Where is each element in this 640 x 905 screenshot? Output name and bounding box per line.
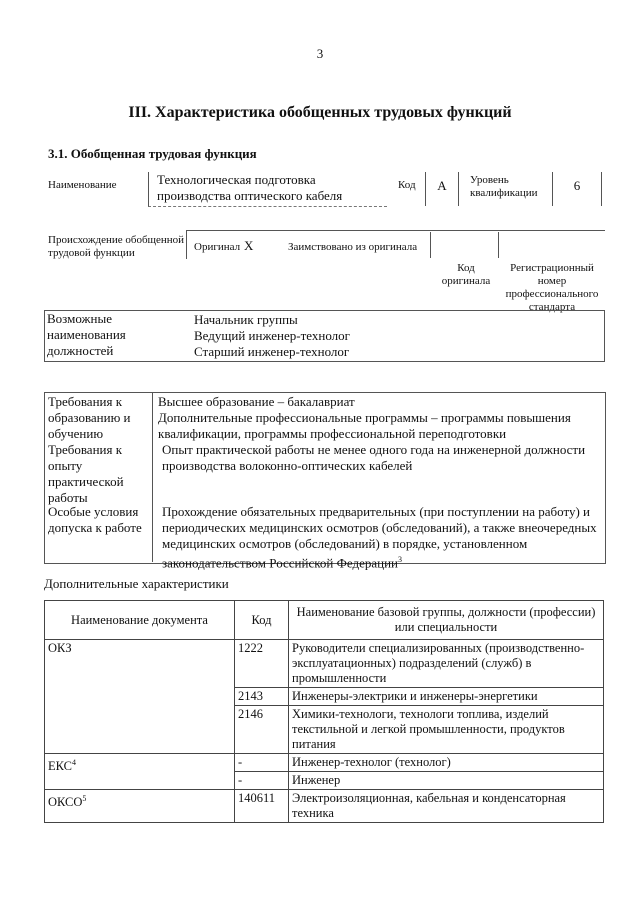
position-item-2: Ведущий инженер-технолог	[194, 328, 350, 343]
table-cell-code: 1222	[235, 640, 289, 688]
table-row	[45, 790, 604, 823]
table-header-code: Код	[235, 601, 289, 640]
table-cell-name: Электроизоляционная, кабельная и конденсаторная техника	[289, 790, 604, 823]
subsection-title: 3.1. Обобщенная трудовая функция	[48, 146, 257, 161]
footnote-5: 5	[82, 794, 87, 803]
table-row	[45, 754, 604, 772]
origin-original-label: Оригинал	[194, 241, 241, 253]
table-cell-name: Химики-технологи, технологи топлива, изделий текстильной и легкой промышленности, продуктов питания	[289, 706, 604, 754]
req-experience-label: Требования к опыту практической работы	[48, 442, 124, 505]
req-experience-value: Опыт практической работы не менее одного года на инженерной должности производства волоконно-оптических кабелей	[162, 442, 586, 473]
table-cell-doc: ЕКС$^4$	[45, 754, 235, 790]
position-item-3: Старший инженер-технолог	[194, 344, 350, 359]
table-cell-name: Инженеры-электрики и инженеры-энергетики	[289, 688, 604, 706]
requirements-divider	[152, 392, 153, 562]
otf-level-label: Уровень квалификации	[470, 174, 538, 199]
origin-label: Происхождение обобщенной трудовой функции	[48, 234, 185, 259]
otf-code-value: А	[425, 172, 459, 206]
table-cell-code: -	[235, 772, 289, 790]
table-cell-doc: ОКЗ	[45, 640, 235, 754]
footnote-3: 3	[398, 555, 402, 564]
table-cell-doc: ОКСО$^5$	[45, 790, 235, 823]
origin-divider	[430, 232, 431, 258]
additional-table	[44, 600, 604, 823]
table-cell-name: Инженер-технолог (технолог)	[289, 754, 604, 772]
origin-borrowed-label: Заимствовано из оригинала	[288, 241, 418, 253]
section-title: III. Характеристика обобщенных трудовых функций	[128, 104, 512, 121]
table-row	[45, 640, 604, 688]
table-cell-code: 2146	[235, 706, 289, 754]
table-header-doc: Наименование документа	[45, 601, 235, 640]
origin-reg-label: Регистрационный номер профессионального стандарта	[505, 262, 599, 313]
req-special-label: Особые условия допуска к работе	[48, 504, 142, 535]
origin-divider-2	[498, 232, 499, 258]
table-cell-name: Инженер	[289, 772, 604, 790]
table-header-row	[45, 601, 604, 640]
table-cell-code: 2143	[235, 688, 289, 706]
table-cell-code: -	[235, 754, 289, 772]
origin-original-mark: Х	[244, 238, 254, 253]
additional-title: Дополнительные характеристики	[44, 576, 229, 591]
otf-name-value: Технологическая подготовка производства оптического кабеля	[148, 172, 387, 207]
table-cell-name: Руководители специализированных (производственно-эксплуатационных) подразделений (служб) в промышленности	[289, 640, 604, 688]
table-header-name: Наименование базовой группы, должности (профессии) или специальности	[289, 601, 604, 640]
otf-name-label: Наименование	[48, 179, 117, 191]
footnote-4: 4	[72, 758, 76, 767]
page-number: 3	[316, 46, 324, 61]
req-education-label: Требования к образованию и обучению	[48, 394, 131, 441]
table-cell-code: 140611	[235, 790, 289, 823]
req-special-value: Прохождение обязательных предварительных (при поступлении на работу) и периодических медицинских осмотров (обследований), а также внеочередных медицинских осмотров (обследований) в порядке, установленном законодательством Российской Федерации$^3$	[162, 504, 597, 571]
positions-label: Возможные наименования должностей	[44, 310, 187, 362]
position-item-1: Начальник группы	[194, 312, 298, 327]
req-education-value: Высшее образование – бакалавриат Дополнительные профессиональные программы – программы повышения квалификации, программы профессиональной переподготовки	[158, 394, 571, 441]
origin-code-label: Код оригинала	[441, 262, 491, 287]
otf-code-label: Код	[398, 179, 416, 191]
otf-level-value: 6	[552, 172, 602, 206]
